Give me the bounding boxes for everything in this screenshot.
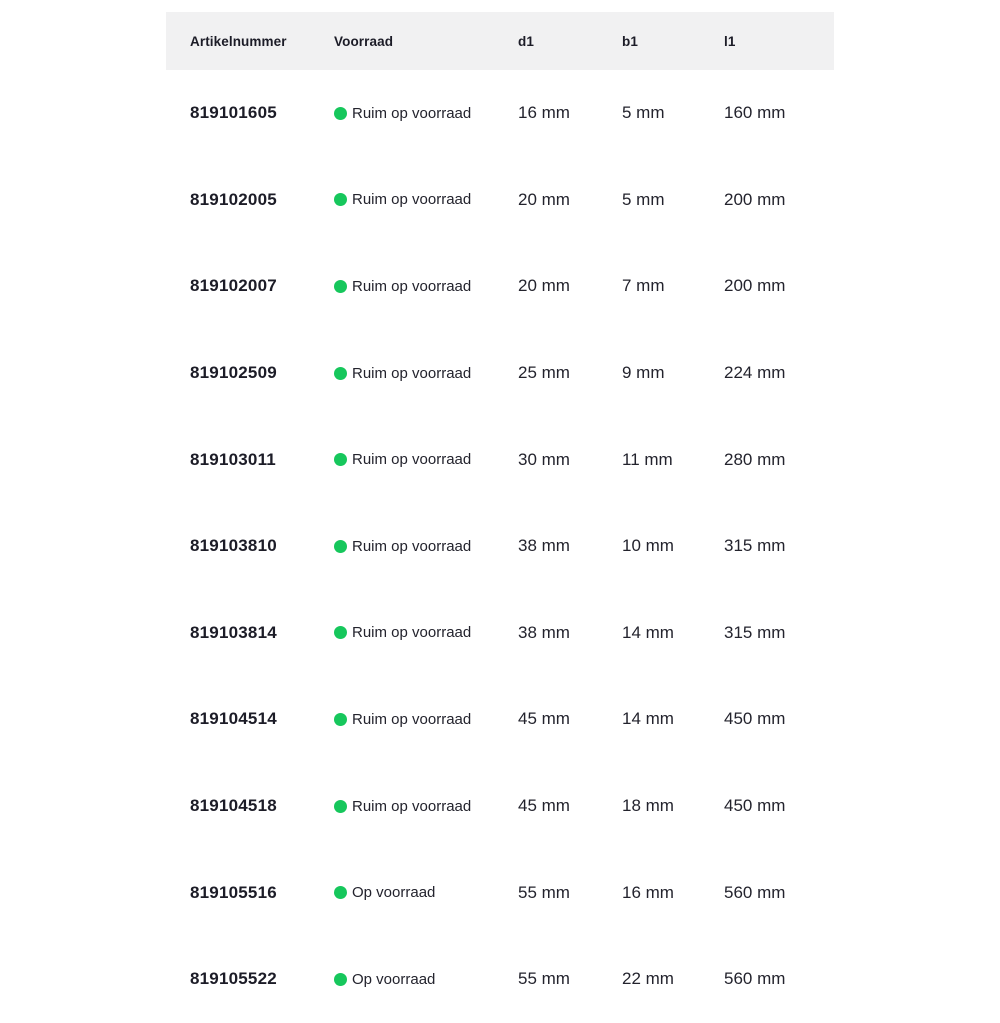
stock-dot-icon bbox=[334, 626, 347, 639]
column-header-l1: l1 bbox=[724, 33, 736, 49]
column-header-b1: b1 bbox=[622, 33, 638, 49]
table-body bbox=[166, 70, 834, 1023]
table-header-row bbox=[166, 12, 834, 70]
table-row bbox=[166, 676, 834, 763]
stock-status bbox=[334, 849, 518, 936]
b1-value: 16 mm bbox=[622, 882, 674, 902]
stock-status bbox=[334, 503, 518, 590]
stock-dot-icon bbox=[334, 540, 347, 553]
article-number: 819105516 bbox=[190, 882, 277, 902]
b1-value: 22 mm bbox=[622, 969, 674, 989]
stock-dot-icon bbox=[334, 886, 347, 899]
stock-status bbox=[334, 763, 518, 850]
article-number: 819102007 bbox=[190, 276, 277, 296]
stock-status bbox=[334, 243, 518, 330]
d1-value: 55 mm bbox=[518, 969, 570, 989]
b1-value: 5 mm bbox=[622, 103, 665, 123]
d1-value: 55 mm bbox=[518, 882, 570, 902]
article-number: 819102509 bbox=[190, 363, 277, 383]
l1-value: 450 mm bbox=[724, 709, 786, 729]
article-number: 819104518 bbox=[190, 796, 277, 816]
l1-value: 160 mm bbox=[724, 103, 786, 123]
article-number: 819102005 bbox=[190, 189, 277, 209]
stock-status-label: Ruim op voorraad bbox=[352, 710, 472, 728]
table-row bbox=[166, 157, 834, 244]
l1-value: 200 mm bbox=[724, 189, 786, 209]
d1-value: 16 mm bbox=[518, 103, 570, 123]
l1-value: 200 mm bbox=[724, 276, 786, 296]
l1-value: 560 mm bbox=[724, 882, 786, 902]
stock-status-label: Op voorraad bbox=[352, 970, 436, 988]
stock-dot-icon bbox=[334, 713, 347, 726]
table-row bbox=[166, 243, 834, 330]
stock-status-label: Ruim op voorraad bbox=[352, 624, 472, 642]
stock-dot-icon bbox=[334, 280, 347, 293]
l1-value: 280 mm bbox=[724, 449, 786, 469]
b1-value: 9 mm bbox=[622, 363, 665, 383]
b1-value: 10 mm bbox=[622, 536, 674, 556]
d1-value: 30 mm bbox=[518, 449, 570, 469]
b1-value: 18 mm bbox=[622, 796, 674, 816]
stock-status bbox=[334, 676, 518, 763]
article-number: 819103810 bbox=[190, 536, 277, 556]
d1-value: 38 mm bbox=[518, 622, 570, 642]
table-row bbox=[166, 763, 834, 850]
stock-status-label: Ruim op voorraad bbox=[352, 364, 472, 382]
b1-value: 5 mm bbox=[622, 189, 665, 209]
table-row bbox=[166, 330, 834, 417]
table-header bbox=[166, 12, 834, 70]
table-row bbox=[166, 849, 834, 936]
d1-value: 45 mm bbox=[518, 796, 570, 816]
stock-status bbox=[334, 157, 518, 244]
stock-dot-icon bbox=[334, 973, 347, 986]
l1-value: 560 mm bbox=[724, 969, 786, 989]
article-number: 819105522 bbox=[190, 969, 277, 989]
b1-value: 14 mm bbox=[622, 709, 674, 729]
b1-value: 11 mm bbox=[622, 449, 673, 469]
l1-value: 224 mm bbox=[724, 363, 786, 383]
l1-value: 315 mm bbox=[724, 536, 786, 556]
spec-table bbox=[166, 12, 834, 1023]
stock-status-label: Ruim op voorraad bbox=[352, 451, 472, 469]
stock-status bbox=[334, 70, 518, 157]
stock-dot-icon bbox=[334, 193, 347, 206]
stock-status bbox=[334, 936, 518, 1023]
article-number: 819103011 bbox=[190, 449, 276, 469]
column-header-artikelnummer: Artikelnummer bbox=[190, 33, 287, 49]
table-row bbox=[166, 70, 834, 157]
d1-value: 25 mm bbox=[518, 363, 570, 383]
stock-status-label: Ruim op voorraad bbox=[352, 104, 472, 122]
stock-status bbox=[334, 416, 518, 503]
article-number: 819103814 bbox=[190, 622, 277, 642]
l1-value: 450 mm bbox=[724, 796, 786, 816]
stock-status bbox=[334, 330, 518, 417]
stock-dot-icon bbox=[334, 453, 347, 466]
stock-status-label: Ruim op voorraad bbox=[352, 191, 472, 209]
stock-dot-icon bbox=[334, 367, 347, 380]
article-number: 819101605 bbox=[190, 103, 277, 123]
l1-value: 315 mm bbox=[724, 622, 786, 642]
stock-status bbox=[334, 590, 518, 677]
b1-value: 7 mm bbox=[622, 276, 665, 296]
product-spec-table bbox=[166, 12, 834, 1023]
table-row bbox=[166, 503, 834, 590]
table-row bbox=[166, 590, 834, 677]
stock-dot-icon bbox=[334, 107, 347, 120]
stock-status-label: Ruim op voorraad bbox=[352, 797, 472, 815]
b1-value: 14 mm bbox=[622, 622, 674, 642]
table-row bbox=[166, 416, 834, 503]
article-number: 819104514 bbox=[190, 709, 277, 729]
column-header-d1: d1 bbox=[518, 33, 534, 49]
stock-status-label: Ruim op voorraad bbox=[352, 537, 472, 555]
d1-value: 20 mm bbox=[518, 276, 570, 296]
d1-value: 45 mm bbox=[518, 709, 570, 729]
d1-value: 38 mm bbox=[518, 536, 570, 556]
stock-status-label: Ruim op voorraad bbox=[352, 277, 472, 295]
d1-value: 20 mm bbox=[518, 189, 570, 209]
stock-dot-icon bbox=[334, 800, 347, 813]
table-row bbox=[166, 936, 834, 1023]
stock-status-label: Op voorraad bbox=[352, 884, 436, 902]
column-header-voorraad: Voorraad bbox=[334, 33, 394, 49]
